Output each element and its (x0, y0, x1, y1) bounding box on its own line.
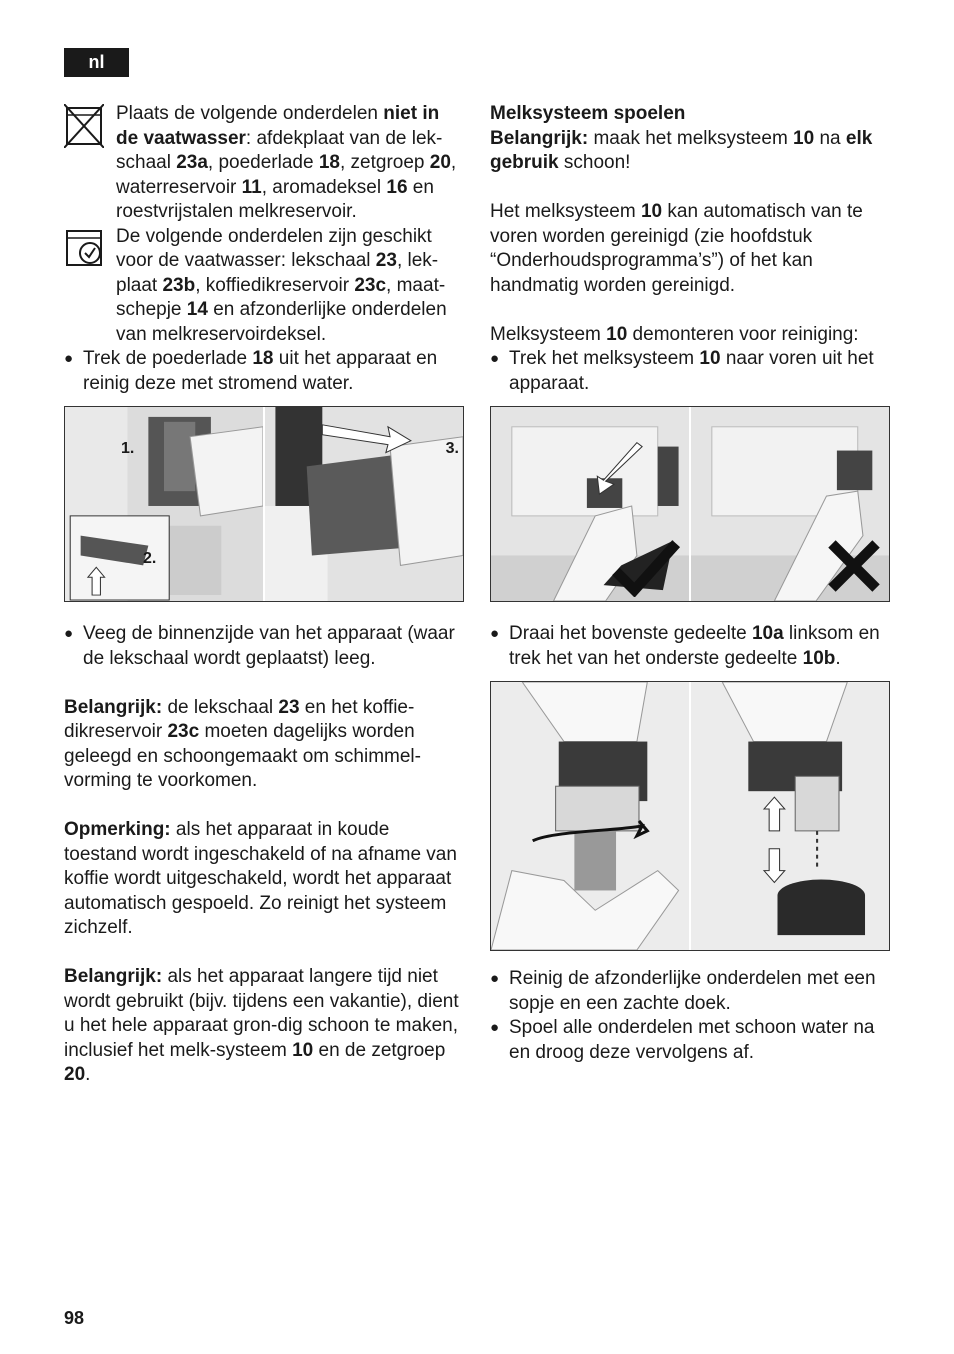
step-label-2: 2. (143, 550, 157, 567)
dishwasher-ok-note: De volgende onderdelen zijn geschikt voor de vaatwasser: lekschaal 23, lek-plaat 23b, koffiedikreservoir 23c, maat-schepje 14 en afzonderlijke onderdelen van melkreservoirdeksel. (64, 225, 464, 348)
list-item: ● Trek de poederlade 18 uit het apparaat en reinig deze met stromend water. (64, 347, 464, 396)
figure-panel (491, 682, 689, 950)
no-dishwasher-note: Plaats de volgende onderdelen niet in de vaatwasser: afdekplaat van de lek-schaal 23a, poederlade 18, zetgroep 20, waterreservoir 11, aromadeksel 16 en roestvrijstalen melkreservoir. (64, 102, 464, 225)
correct-check-icon (611, 539, 681, 597)
figure-panel (689, 682, 889, 950)
important-paragraph: Belangrijk: maak het melksysteem 10 na elk gebruik schoon! (490, 127, 873, 173)
list-item: ● Spoel alle onderdelen met schoon water na en droog deze vervolgens af. (490, 1016, 890, 1065)
page-number: 98 (64, 1308, 85, 1328)
list-item: ● Veeg de binnenzijde van het apparaat (waar de lekschaal wordt geplaatst) leeg. (64, 622, 464, 671)
language-tab: nl (64, 48, 129, 77)
section-heading: Melksysteem spoelen (490, 103, 686, 124)
note-paragraph: Opmerking: als het apparaat in koude toestand wordt ingeschakeld of na afname van koffie wordt uitgeschakeld, wordt het apparaat automatisch gespoeld. Zo reinigt het systeem zichzelf. (64, 819, 457, 938)
dishwasher-ok-icon (64, 227, 104, 271)
paragraph: Melksysteem 10 demonteren voor reiniging: (490, 323, 859, 345)
figure-panel (65, 407, 263, 601)
important-paragraph: Belangrijk: de lekschaal 23 en het koffie-dikreservoir 23c moeten dagelijks worden geleegd en schoongemaakt om schimmel-vorming te voorkomen. (64, 696, 421, 791)
no-dishwasher-icon (64, 104, 104, 148)
right-column (490, 102, 890, 1065)
figure-panel (689, 407, 889, 601)
milk-system-separate-figure (490, 681, 890, 951)
step-label-3: 3. (445, 440, 459, 457)
paragraph: Het melksysteem 10 kan automatisch van te voren worden gereinigd (zie hoofdstuk “Onderhoudsprogramma’s”) of het kan handmatig worden gereinigd. (490, 201, 863, 296)
list-item: ● Draai het bovenste gedeelte 10a linksom en trek het van het onderste gedeelte 10b. (490, 622, 890, 671)
figure-panel (263, 407, 463, 601)
figure-panel (491, 407, 689, 601)
powder-drawer-figure (64, 406, 464, 602)
important-paragraph: Belangrijk: als het apparaat langere tijd niet wordt gebruikt (bijv. tijdens een vakantie), dient u het hele apparaat gron-dig schoon te maken, inclusief het melk-systeem 10 en de zetgroep 20. (64, 966, 459, 1085)
list-item: ● Reinig de afzonderlijke onderdelen met een sopje en een zachte doek. (490, 967, 890, 1016)
wrong-cross-icon (825, 537, 883, 595)
list-item: ● Trek het melksysteem 10 naar voren uit het apparaat. (490, 347, 890, 396)
step-label-1: 1. (121, 440, 135, 457)
milk-system-remove-figure (490, 406, 890, 602)
left-column (64, 102, 464, 1088)
